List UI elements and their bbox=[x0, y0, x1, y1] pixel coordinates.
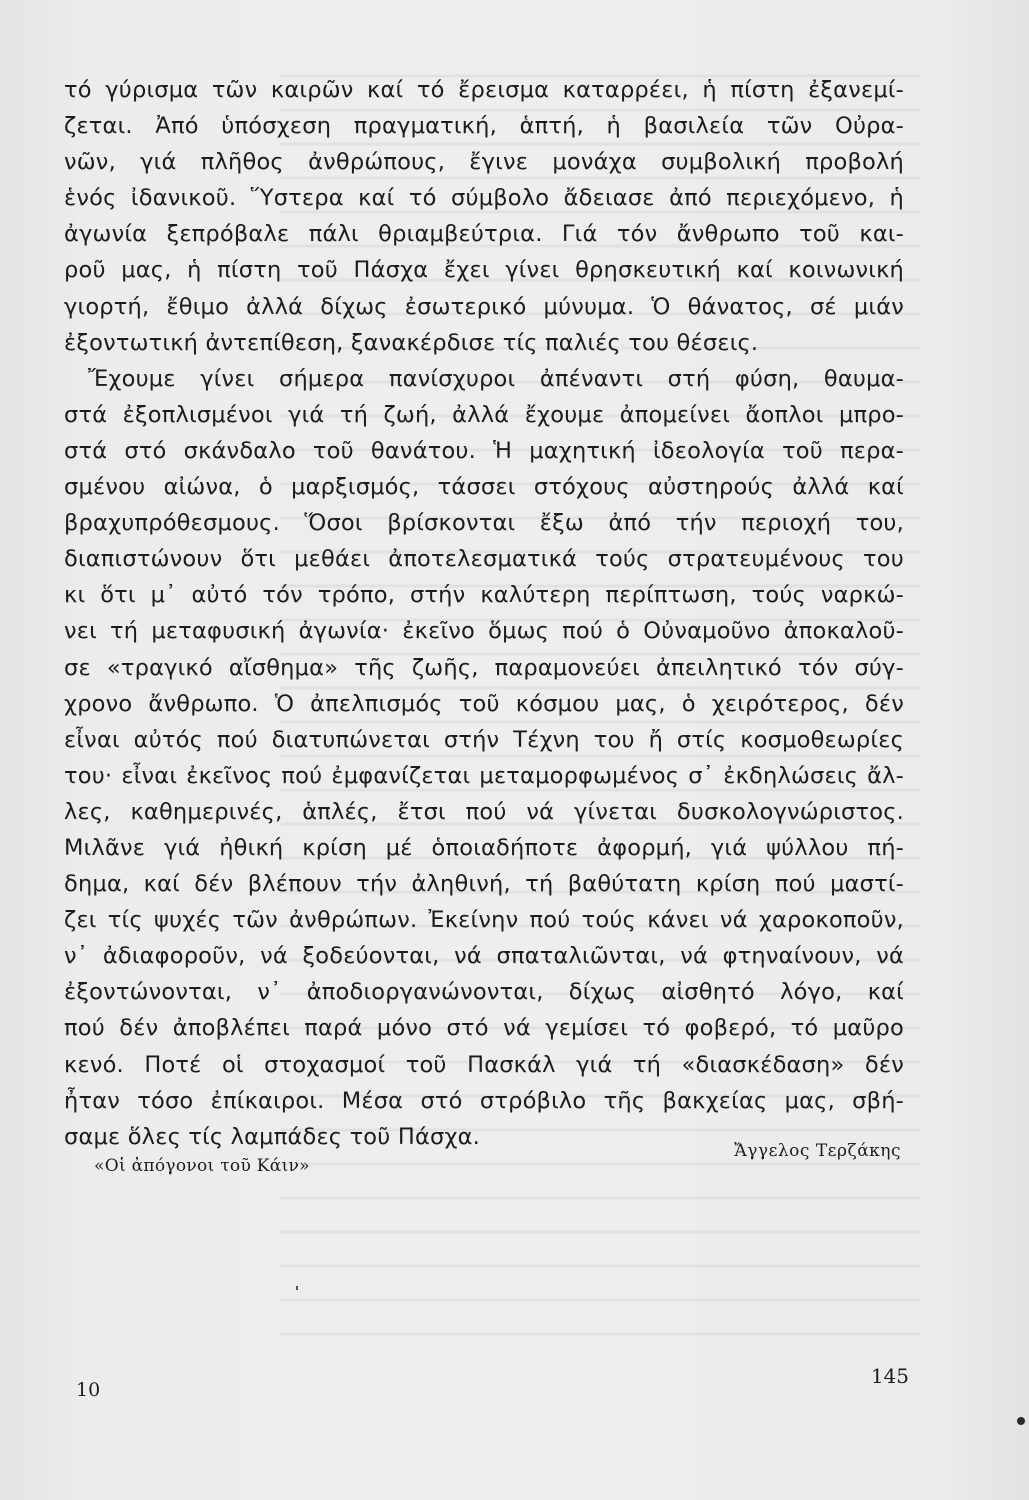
text-line: κενό. Ποτέ οἱ στοχασμοί τοῦ Πασκάλ γιά τή «διασκέδαση» δέν bbox=[64, 1051, 904, 1078]
text-line: γιορτή, ἔθιμο ἀλλά δίχως ἐσωτερικό μύνυμα. Ὁ θάνατος, σέ μιάν bbox=[64, 293, 904, 320]
text-line: λες, καθημερινές, ἁπλές, ἔτσι πού νά γίνεται δυσκολογνώριστος. bbox=[64, 798, 904, 825]
text-line: ζει τίς ψυχές τῶν ἀνθρώπων. Ἐκείνην πού τούς κάνει νά χαροκοποῦν, bbox=[64, 907, 904, 934]
text-line: δημα, καί δέν βλέπουν τήν ἀληθινή, τή βαθύτατη κρίση πού μαστί- bbox=[64, 871, 904, 898]
text-line: νει τή μεταφυσική ἀγωνία· ἐκεῖνο ὅμως πού ὁ Οὐναμοῦνο ἀποκαλοῦ- bbox=[64, 618, 904, 645]
article-body bbox=[64, 72, 904, 1155]
binding-dot bbox=[1017, 1417, 1025, 1425]
text-line: στά στό σκάνδαλο τοῦ θανάτου. Ἡ μαχητική ἰδεολογία τοῦ περα- bbox=[64, 437, 904, 464]
page-number: 145 bbox=[870, 1364, 909, 1388]
text-line: του· εἶναι ἐκεῖνος πού ἐμφανίζεται μεταμορφωμένος σ᾽ ἐκδηλώσεις ἄλ- bbox=[64, 762, 904, 789]
text-line: ζεται. Ἀπό ὑπόσχεση πραγματική, ἁπτή, ἡ βασιλεία τῶν Οὐρα- bbox=[64, 113, 904, 140]
text-line: εἶναι αὐτός πού διατυπώνεται στήν Τέχνη του ἤ στίς κοσμοθεωρίες bbox=[64, 726, 904, 753]
text-line: ροῦ μας, ἡ πίστη τοῦ Πάσχα ἔχει γίνει θρησκευτική καί κοινωνική bbox=[64, 257, 904, 284]
text-line: ν᾽ ἀδιαφοροῦν, νά ξοδεύονται, νά σπαταλιῶνται, νά φτηναίνουν, νά bbox=[64, 943, 904, 970]
text-line: Ἔχουμε γίνει σήμερα πανίσχυροι ἀπέναντι στή φύση, θαυμα- bbox=[88, 365, 904, 392]
text-line: ἦταν τόσο ἐπίκαιροι. Μέσα στό στρόβιλο τῆς βακχείας μας, σβή- bbox=[64, 1087, 904, 1114]
text-line: βραχυπρόθεσμους. Ὅσοι βρίσκονται ἔξω ἀπό τήν περιοχή του, bbox=[64, 510, 904, 537]
text-line: χρονο ἄνθρωπο. Ὁ ἀπελπισμός τοῦ κόσμου μας, ὁ χειρότερος, δέν bbox=[64, 690, 904, 717]
text-line: σμένου αἰώνα, ὁ μαρξισμός, τάσσει στόχους αὐστηρούς ἀλλά καί bbox=[64, 474, 904, 501]
text-line: νῶν, γιά πλῆθος ἀνθρώπους, ἔγινε μονάχα συμβολική προβολή bbox=[64, 149, 904, 176]
author-signature: Ἄγγελος Τερζάκης bbox=[734, 1141, 901, 1161]
text-line: ἀγωνία ξεπρόβαλε πάλι θριαμβεύτρια. Γιά τόν ἄνθρωπο τοῦ και- bbox=[64, 221, 904, 248]
text-line: ἐξοντώνονται, ν᾽ ἀποδιοργανώνονται, δίχως αἰσθητό λόγο, καί bbox=[64, 979, 904, 1006]
signature-number: 10 bbox=[76, 1379, 101, 1401]
text-line: σε «τραγικό αἴσθημα» τῆς ζωῆς, παραμονεύει ἀπειλητικό τόν σύγ- bbox=[64, 654, 904, 681]
source-citation: «Οἱ ἀπόγονοι τοῦ Κάιν» bbox=[94, 1156, 310, 1176]
text-line: κι ὅτι μ᾽ αὐτό τόν τρόπο, στήν καλύτερη περίπτωση, τούς ναρκώ- bbox=[64, 582, 904, 609]
print-speck bbox=[296, 1286, 298, 1290]
text-line: πού δέν ἀποβλέπει παρά μόνο στό νά γεμίσει τό φοβερό, τό μαῦρο bbox=[64, 1015, 904, 1042]
text-line: ἑνός ἰδανικοῦ. Ὕστερα καί τό σύμβολο ἄδειασε ἀπό περιεχόμενο, ἡ bbox=[64, 185, 904, 212]
text-line: τό γύρισμα τῶν καιρῶν καί τό ἔρεισμα καταρρέει, ἡ πίστη ἐξανεμί- bbox=[64, 77, 904, 103]
text-line: Μιλᾶνε γιά ἠθική κρίση μέ ὁποιαδήποτε ἀφορμή, γιά ψύλλου πή- bbox=[64, 834, 904, 861]
text-line: διαπιστώνουν ὅτι μεθάει ἀποτελεσματικά τούς στρατευμένους του bbox=[64, 546, 904, 573]
text-line: ἐξοντωτική ἀντεπίθεση, ξανακέρδισε τίς παλιές του θέσεις. bbox=[64, 329, 759, 356]
text-line: σαμε ὅλες τίς λαμπάδες τοῦ Πάσχα. bbox=[64, 1123, 481, 1150]
text-line: στά ἐξοπλισμένοι γιά τή ζωή, ἀλλά ἔχουμε ἀπομείνει ἄοπλοι μπρο- bbox=[64, 401, 904, 428]
